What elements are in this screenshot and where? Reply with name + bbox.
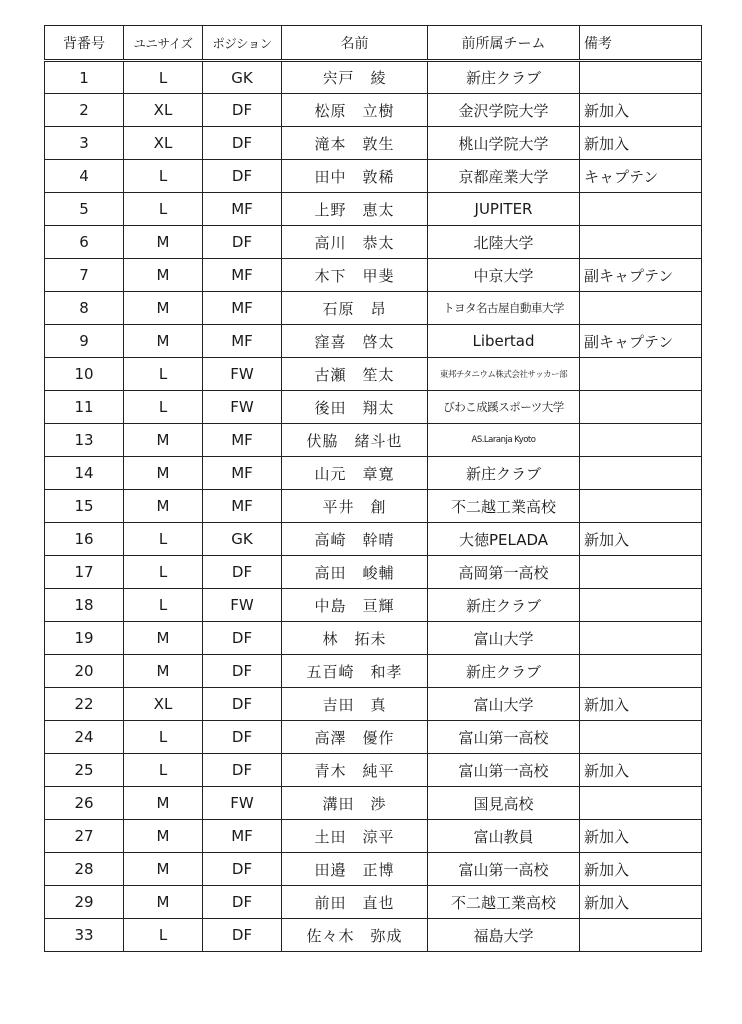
cell-position: DF bbox=[203, 160, 282, 193]
table-row bbox=[45, 754, 702, 787]
cell-player-name: 古瀬 笙太 bbox=[282, 358, 428, 391]
cell-note: 新加入 bbox=[580, 127, 702, 160]
header-uniform-size: ユニサイズ bbox=[124, 26, 203, 61]
cell-player-name: 中島 亘輝 bbox=[282, 589, 428, 622]
cell-number: 4 bbox=[45, 160, 124, 193]
cell-number: 27 bbox=[45, 820, 124, 853]
header-name: 名前 bbox=[282, 26, 428, 61]
cell-position: MF bbox=[203, 325, 282, 358]
roster-table bbox=[44, 25, 702, 952]
cell-player-name: 吉田 真 bbox=[282, 688, 428, 721]
cell-number: 25 bbox=[45, 754, 124, 787]
cell-position: DF bbox=[203, 226, 282, 259]
cell-note bbox=[580, 589, 702, 622]
header-row bbox=[45, 26, 702, 61]
cell-previous-team: 大徳PELADA bbox=[428, 523, 580, 556]
cell-uniform-size: M bbox=[124, 490, 203, 523]
table-row bbox=[45, 655, 702, 688]
cell-position: DF bbox=[203, 556, 282, 589]
cell-previous-team: 高岡第一高校 bbox=[428, 556, 580, 589]
table-row bbox=[45, 424, 702, 457]
cell-note: キャプテン bbox=[580, 160, 702, 193]
cell-note bbox=[580, 457, 702, 490]
header-note: 備考 bbox=[580, 26, 702, 61]
cell-note bbox=[580, 61, 702, 94]
cell-player-name: 後田 翔太 bbox=[282, 391, 428, 424]
table-row bbox=[45, 94, 702, 127]
cell-number: 2 bbox=[45, 94, 124, 127]
cell-uniform-size: M bbox=[124, 292, 203, 325]
cell-player-name: 宍戸 綾 bbox=[282, 61, 428, 94]
cell-uniform-size: L bbox=[124, 160, 203, 193]
table-row bbox=[45, 325, 702, 358]
cell-uniform-size: L bbox=[124, 391, 203, 424]
cell-note: 新加入 bbox=[580, 523, 702, 556]
cell-player-name: 平井 創 bbox=[282, 490, 428, 523]
table-row bbox=[45, 589, 702, 622]
cell-uniform-size: M bbox=[124, 457, 203, 490]
cell-number: 1 bbox=[45, 61, 124, 94]
table-row bbox=[45, 358, 702, 391]
cell-player-name: 滝本 敦生 bbox=[282, 127, 428, 160]
cell-player-name: 青木 純平 bbox=[282, 754, 428, 787]
cell-position: DF bbox=[203, 721, 282, 754]
cell-position: FW bbox=[203, 787, 282, 820]
cell-uniform-size: M bbox=[124, 259, 203, 292]
cell-note bbox=[580, 424, 702, 457]
cell-note: 新加入 bbox=[580, 688, 702, 721]
cell-player-name: 五百崎 和孝 bbox=[282, 655, 428, 688]
cell-position: MF bbox=[203, 457, 282, 490]
table-row bbox=[45, 853, 702, 886]
cell-previous-team: 京都産業大学 bbox=[428, 160, 580, 193]
cell-number: 17 bbox=[45, 556, 124, 589]
cell-uniform-size: L bbox=[124, 754, 203, 787]
table-row bbox=[45, 226, 702, 259]
cell-uniform-size: M bbox=[124, 853, 203, 886]
cell-note bbox=[580, 292, 702, 325]
cell-note: 副キャプテン bbox=[580, 259, 702, 292]
cell-number: 33 bbox=[45, 919, 124, 952]
cell-uniform-size: M bbox=[124, 886, 203, 919]
cell-player-name: 石原 昂 bbox=[282, 292, 428, 325]
table-row bbox=[45, 61, 702, 94]
cell-previous-team: 新庄クラブ bbox=[428, 589, 580, 622]
table-row bbox=[45, 721, 702, 754]
cell-uniform-size: M bbox=[124, 820, 203, 853]
cell-note bbox=[580, 490, 702, 523]
cell-note bbox=[580, 655, 702, 688]
cell-number: 18 bbox=[45, 589, 124, 622]
cell-number: 15 bbox=[45, 490, 124, 523]
cell-position: DF bbox=[203, 853, 282, 886]
header-number: 背番号 bbox=[45, 26, 124, 61]
cell-uniform-size: XL bbox=[124, 127, 203, 160]
cell-player-name: 前田 直也 bbox=[282, 886, 428, 919]
cell-previous-team: 桃山学院大学 bbox=[428, 127, 580, 160]
cell-number: 26 bbox=[45, 787, 124, 820]
cell-position: MF bbox=[203, 292, 282, 325]
table-row bbox=[45, 292, 702, 325]
cell-player-name: 林 拓未 bbox=[282, 622, 428, 655]
cell-uniform-size: M bbox=[124, 325, 203, 358]
cell-number: 10 bbox=[45, 358, 124, 391]
cell-player-name: 上野 恵太 bbox=[282, 193, 428, 226]
cell-previous-team: 金沢学院大学 bbox=[428, 94, 580, 127]
cell-note bbox=[580, 358, 702, 391]
cell-note bbox=[580, 919, 702, 952]
cell-number: 7 bbox=[45, 259, 124, 292]
cell-position: MF bbox=[203, 193, 282, 226]
cell-uniform-size: M bbox=[124, 226, 203, 259]
roster-header bbox=[45, 26, 702, 61]
cell-note: 副キャプテン bbox=[580, 325, 702, 358]
header-previous-team: 前所属チーム bbox=[428, 26, 580, 61]
cell-position: FW bbox=[203, 358, 282, 391]
cell-note bbox=[580, 556, 702, 589]
cell-player-name: 高澤 優作 bbox=[282, 721, 428, 754]
cell-player-name: 高川 恭太 bbox=[282, 226, 428, 259]
cell-uniform-size: L bbox=[124, 358, 203, 391]
cell-note bbox=[580, 622, 702, 655]
cell-position: FW bbox=[203, 391, 282, 424]
cell-number: 19 bbox=[45, 622, 124, 655]
cell-previous-team: 国見高校 bbox=[428, 787, 580, 820]
table-row bbox=[45, 193, 702, 226]
cell-previous-team: 新庄クラブ bbox=[428, 457, 580, 490]
cell-previous-team: 富山第一高校 bbox=[428, 721, 580, 754]
cell-position: GK bbox=[203, 523, 282, 556]
cell-previous-team: 中京大学 bbox=[428, 259, 580, 292]
cell-position: GK bbox=[203, 61, 282, 94]
cell-position: DF bbox=[203, 919, 282, 952]
cell-note bbox=[580, 721, 702, 754]
cell-note: 新加入 bbox=[580, 754, 702, 787]
cell-previous-team: AS.Laranja Kyoto bbox=[428, 424, 580, 457]
cell-uniform-size: XL bbox=[124, 688, 203, 721]
cell-player-name: 田中 敦稀 bbox=[282, 160, 428, 193]
cell-note: 新加入 bbox=[580, 886, 702, 919]
cell-position: MF bbox=[203, 424, 282, 457]
cell-player-name: 山元 章寛 bbox=[282, 457, 428, 490]
cell-position: MF bbox=[203, 820, 282, 853]
cell-previous-team: 東邦チタニウム株式会社サッカー部 bbox=[428, 358, 580, 391]
cell-position: DF bbox=[203, 754, 282, 787]
cell-previous-team: トヨタ名古屋自動車大学 bbox=[428, 292, 580, 325]
cell-position: FW bbox=[203, 589, 282, 622]
cell-uniform-size: L bbox=[124, 721, 203, 754]
cell-position: DF bbox=[203, 886, 282, 919]
cell-position: DF bbox=[203, 94, 282, 127]
cell-previous-team: 北陸大学 bbox=[428, 226, 580, 259]
cell-player-name: 松原 立樹 bbox=[282, 94, 428, 127]
cell-previous-team: 富山第一高校 bbox=[428, 853, 580, 886]
header-position: ポジション bbox=[203, 26, 282, 61]
cell-uniform-size: XL bbox=[124, 94, 203, 127]
cell-number: 3 bbox=[45, 127, 124, 160]
cell-number: 20 bbox=[45, 655, 124, 688]
cell-position: DF bbox=[203, 655, 282, 688]
cell-previous-team: 不二越工業高校 bbox=[428, 886, 580, 919]
table-row bbox=[45, 391, 702, 424]
cell-uniform-size: M bbox=[124, 655, 203, 688]
table-row bbox=[45, 160, 702, 193]
cell-previous-team: 不二越工業高校 bbox=[428, 490, 580, 523]
cell-position: DF bbox=[203, 127, 282, 160]
cell-note bbox=[580, 391, 702, 424]
cell-number: 22 bbox=[45, 688, 124, 721]
cell-number: 8 bbox=[45, 292, 124, 325]
cell-number: 14 bbox=[45, 457, 124, 490]
cell-note bbox=[580, 226, 702, 259]
cell-uniform-size: L bbox=[124, 193, 203, 226]
table-row bbox=[45, 622, 702, 655]
table-row bbox=[45, 127, 702, 160]
cell-number: 24 bbox=[45, 721, 124, 754]
cell-number: 29 bbox=[45, 886, 124, 919]
cell-note: 新加入 bbox=[580, 94, 702, 127]
table-row bbox=[45, 490, 702, 523]
cell-uniform-size: M bbox=[124, 787, 203, 820]
cell-previous-team: 富山第一高校 bbox=[428, 754, 580, 787]
cell-note: 新加入 bbox=[580, 820, 702, 853]
cell-note bbox=[580, 193, 702, 226]
cell-number: 13 bbox=[45, 424, 124, 457]
cell-number: 28 bbox=[45, 853, 124, 886]
table-row bbox=[45, 886, 702, 919]
cell-number: 16 bbox=[45, 523, 124, 556]
cell-player-name: 木下 甲斐 bbox=[282, 259, 428, 292]
cell-position: MF bbox=[203, 259, 282, 292]
cell-uniform-size: L bbox=[124, 589, 203, 622]
cell-number: 9 bbox=[45, 325, 124, 358]
cell-previous-team: 福島大学 bbox=[428, 919, 580, 952]
cell-previous-team: 新庄クラブ bbox=[428, 61, 580, 94]
cell-position: DF bbox=[203, 688, 282, 721]
cell-position: DF bbox=[203, 622, 282, 655]
cell-previous-team: 新庄クラブ bbox=[428, 655, 580, 688]
cell-note: 新加入 bbox=[580, 853, 702, 886]
cell-player-name: 溝田 渉 bbox=[282, 787, 428, 820]
cell-uniform-size: L bbox=[124, 919, 203, 952]
cell-player-name: 田邉 正博 bbox=[282, 853, 428, 886]
table-row bbox=[45, 523, 702, 556]
cell-previous-team: 富山大学 bbox=[428, 688, 580, 721]
cell-number: 5 bbox=[45, 193, 124, 226]
cell-uniform-size: M bbox=[124, 424, 203, 457]
cell-number: 6 bbox=[45, 226, 124, 259]
cell-number: 11 bbox=[45, 391, 124, 424]
cell-previous-team: JUPITER bbox=[428, 193, 580, 226]
cell-player-name: 窪喜 啓太 bbox=[282, 325, 428, 358]
cell-previous-team: びわこ成蹊スポーツ大学 bbox=[428, 391, 580, 424]
cell-previous-team: Libertad bbox=[428, 325, 580, 358]
table-row bbox=[45, 787, 702, 820]
cell-position: MF bbox=[203, 490, 282, 523]
roster-body bbox=[45, 61, 702, 952]
table-row bbox=[45, 259, 702, 292]
cell-player-name: 土田 涼平 bbox=[282, 820, 428, 853]
cell-player-name: 高崎 幹晴 bbox=[282, 523, 428, 556]
cell-note bbox=[580, 787, 702, 820]
cell-uniform-size: M bbox=[124, 622, 203, 655]
cell-player-name: 高田 峻輔 bbox=[282, 556, 428, 589]
table-row bbox=[45, 820, 702, 853]
cell-player-name: 伏脇 緒斗也 bbox=[282, 424, 428, 457]
cell-previous-team: 富山大学 bbox=[428, 622, 580, 655]
table-row bbox=[45, 688, 702, 721]
table-row bbox=[45, 919, 702, 952]
cell-player-name: 佐々木 弥成 bbox=[282, 919, 428, 952]
table-row bbox=[45, 556, 702, 589]
cell-uniform-size: L bbox=[124, 523, 203, 556]
cell-uniform-size: L bbox=[124, 61, 203, 94]
cell-uniform-size: L bbox=[124, 556, 203, 589]
cell-previous-team: 富山教員 bbox=[428, 820, 580, 853]
table-row bbox=[45, 457, 702, 490]
